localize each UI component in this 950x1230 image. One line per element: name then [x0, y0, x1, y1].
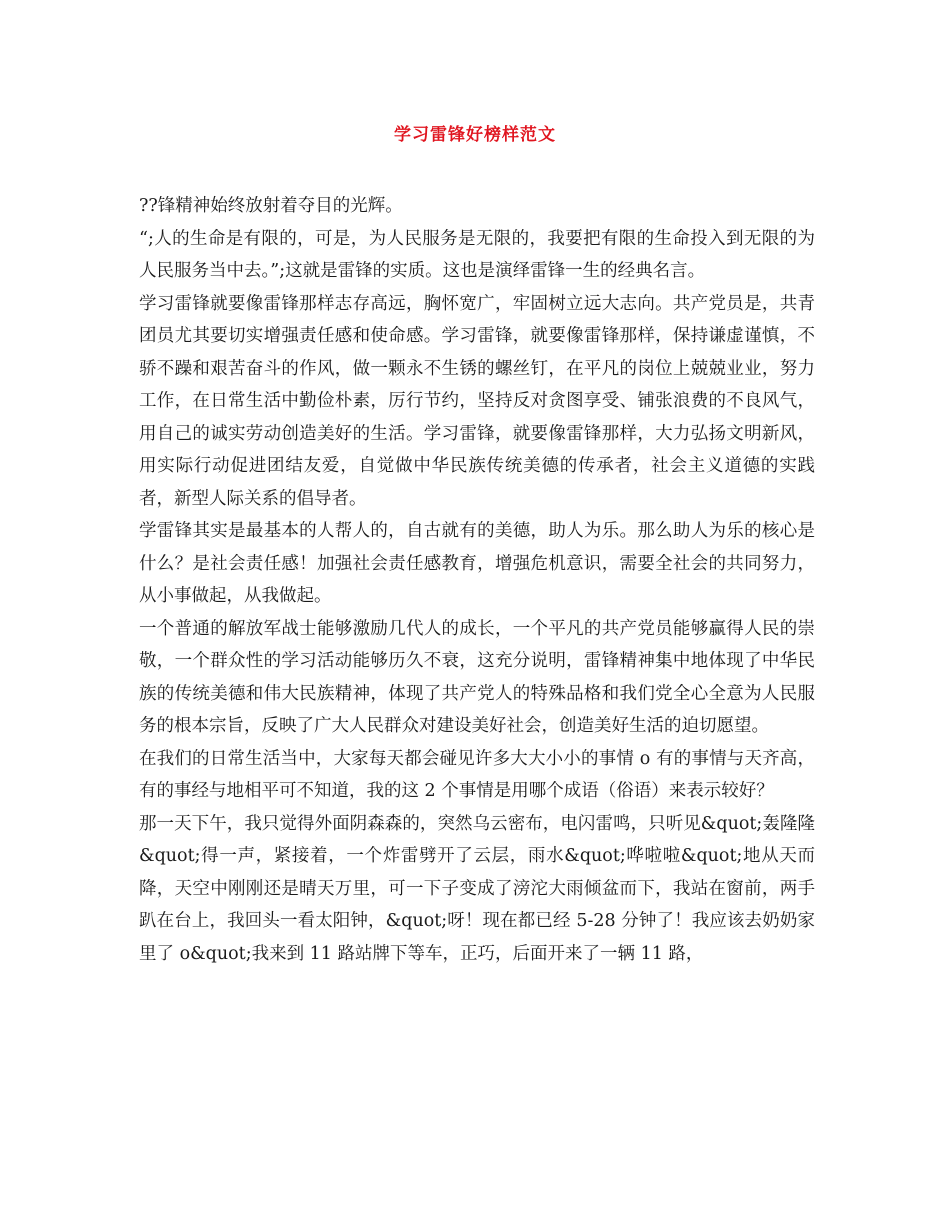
paragraph-6: 在我们的日常生活当中，大家每天都会碰见许多大大小小的事情 o 有的事情与天齐高，有的事经与地相平可不知道，我的这 2 个事情是用哪个成语（俗语）来表示较好？: [139, 748, 815, 801]
paragraph-4: 学雷锋其实是最基本的人帮人的，自古就有的美德，助人为乐。那么助人为乐的核心是什么？是社会责任感！加强社会责任感教育，增强危机意识，需要全社会的共同努力，从小事做起，从我做起。: [139, 521, 815, 606]
paragraph-1: ??锋精神始终放射着夺目的光辉。: [139, 196, 403, 216]
document-title: 学习雷锋好榜样范文: [394, 125, 556, 145]
document-body: [139, 190, 815, 970]
paragraph-3: 学习雷锋就要像雷锋那样志存高远，胸怀宽广，牢固树立远大志向。共产党员是，共青团员尤其要切实增强责任感和使命感。学习雷锋，就要像雷锋那样，保持谦虚谨慎，不骄不躁和艰苦奋斗的作风，做一颗永不生锈的螺丝钉，在平凡的岗位上兢兢业业，努力工作，在日常生活中勤俭朴素，厉行节约，坚持反对贪图享受、铺张浪费的不良风气，用自己的诚实劳动创造美好的生活。学习雷锋，就要像雷锋那样，大力弘扬文明新风，用实际行动促进团结友爱，自觉做中华民族传统美德的传承者，社会主义道德的实践者，新型人际关系的倡导者。: [139, 293, 815, 509]
paragraph-7: 那一天下午，我只觉得外面阴森森的，突然乌云密布，电闪雷鸣，只听见&quot;轰隆隆&quot;得一声，紧接着，一个炸雷劈开了云层，雨水&quot;哗啦啦&quot;地从天而降，天空中刚刚还是晴天万里，可一下子变成了滂沱大雨倾盆而下，我站在窗前，两手趴在台上，我回头一看太阳钟，&quot;呀！现在都已经 5-28 分钟了！我应该去奶奶家里了 o&quot;我来到 11 路站牌下等车，正巧，后面开来了一辆 11 路，: [139, 813, 815, 964]
paragraph-5: 一个普通的解放军战士能够激励几代人的成长，一个平凡的共产党员能够赢得人民的崇敬，一个群众性的学习活动能够历久不衰，这充分说明，雷锋精神集中地体现了中华民族的传统美德和伟大民族精神，体现了共产党人的特殊品格和我们党全心全意为人民服务的根本宗旨，反映了广大人民群众对建设美好社会，创造美好生活的迫切愿望。: [139, 618, 815, 736]
paragraph-2: “;人的生命是有限的，可是，为人民服务是无限的，我要把有限的生命投入到无限的为人民服务当中去。”;这就是雷锋的实质。这也是演绎雷锋一生的经典名言。: [139, 228, 815, 281]
